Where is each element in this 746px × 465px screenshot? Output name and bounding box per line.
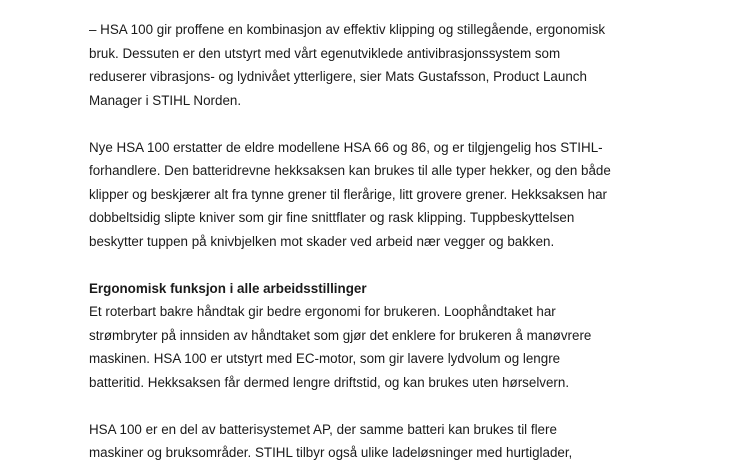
text-line: beskytter tuppen på knivbjelken mot skader ved arbeid nær vegger og bakken. <box>89 233 555 249</box>
text-line: klipper og beskjærer alt fra tynne grener til flerårige, litt grovere grener. Hekksaksen har <box>89 186 608 202</box>
text-line: maskinen. HSA 100 er utstyrt med EC-motor, som gir lavere lydvolum og lengre <box>89 351 561 366</box>
paragraph-product-info <box>89 136 729 254</box>
section-heading: Ergonomisk funksjon i alle arbeidsstillinger <box>89 280 367 296</box>
text-line: forhandlere. Den batteridrevne hekksaksen kan brukes til alle typer hekker, og den både <box>89 163 611 178</box>
text-line: dobbeltsidig slipte kniver som gir fine snittflater og rask klipping. Tuppbeskyttelsen <box>89 210 575 225</box>
paragraph-spacer <box>89 253 729 277</box>
paragraph-ergonomics <box>89 277 729 395</box>
text-line: batteritid. Hekksaksen får dermed lengre driftstid, og kan brukes uten hørselvern. <box>89 374 570 390</box>
paragraph-quote <box>89 18 729 112</box>
text-line: Manager i STIHL Norden. <box>89 92 242 108</box>
paragraph-spacer <box>89 112 729 136</box>
text-line: bruk. Dessuten er den utstyrt med vårt egenutviklede antivibrasjonssystem som <box>89 45 561 61</box>
text-line: strømbryter på innsiden av håndtaket som gjør det enklere for brukeren å manøvrere <box>89 327 592 343</box>
text-line: Et roterbart bakre håndtak gir bedre ergonomi for brukeren. Loophåndtaket har <box>89 304 556 319</box>
text-line: reduserer vibrasjons- og lydnivået ytterligere, sier Mats Gustafsson, Product Launch <box>89 69 587 84</box>
text-line: HSA 100 er en del av batterisystemet AP, der samme batteri kan brukes til flere <box>89 421 557 437</box>
text-line: – HSA 100 gir proffene en kombinasjon av effektiv klipping og stillegående, ergonomisk <box>89 22 606 37</box>
paragraph-battery-system <box>89 418 729 465</box>
paragraph-spacer <box>89 394 729 418</box>
document-body <box>89 18 729 465</box>
text-line: maskiner og bruksområder. STIHL tilbyr også ulike ladeløsninger med hurtiglader, <box>89 445 573 460</box>
text-line: Nye HSA 100 erstatter de eldre modellene HSA 66 og 86, og er tilgjengelig hos STIHL- <box>89 139 603 155</box>
